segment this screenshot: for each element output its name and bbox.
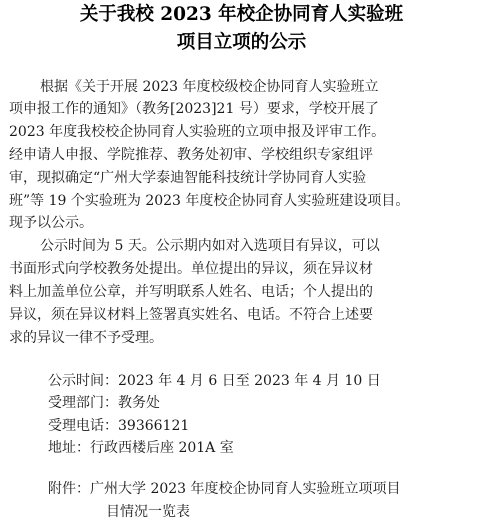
publicity-period: 公示时间：2023 年 4 月 6 日至 2023 年 4 月 10 日 (48, 373, 381, 389)
paragraph-line: 根据《关于开展 2023 年度校级校企协同育人实验班立 (40, 79, 379, 95)
paragraph-line: 项申报工作的通知》（教务[2023]21 号）要求，学校开展了 (9, 101, 379, 117)
paragraph-line: 料上加盖单位公章，并写明联系人姓名、电话；个人提出的 (9, 284, 373, 300)
paragraph-line: 书面形式向学校教务处提出。单位提出的异议，须在异议材 (9, 261, 373, 277)
paragraph-line: 审，现拟确定“广州大学泰迪智能科技统计学协同育人实验 (9, 170, 367, 186)
paragraph-line: 公示时间为 5 天。公示期内如对入选项目有异议，可以 (40, 238, 380, 254)
paragraph-line: 异议，须在异议材料上签署真实姓名、电话。不符合上述要 (9, 307, 373, 323)
attachment-line[interactable]: 目情况一览表 (106, 504, 190, 520)
attachment-line[interactable]: 附件：广州大学 2023 年度校企协同育人实验班立项项目 (48, 481, 401, 497)
office-address: 地址：行政西楼后座 201A 室 (48, 440, 234, 456)
notice-title-line-2: 项目立项的公示 (176, 32, 307, 53)
notice-title-line-1: 关于我校 2023 年校企协同育人实验班 (79, 4, 404, 25)
accepting-department: 受理部门：教务处 (48, 395, 160, 411)
paragraph-line: 经申请人申报、学院推荐、教务处初审、学校组织专家组评 (9, 147, 373, 163)
paragraph-line: 求的异议一律不予受理。 (9, 330, 163, 346)
paragraph-line: 2023 年度我校校企协同育人实验班的立项申报及评审工作。 (9, 124, 386, 140)
contact-phone: 受理电话：39366121 (48, 418, 190, 434)
paragraph-line: 现予以公示。 (9, 215, 93, 231)
paragraph-line: 班”等 19 个实验班为 2023 年度校企协同育人实验班建设项目。 (9, 193, 410, 209)
